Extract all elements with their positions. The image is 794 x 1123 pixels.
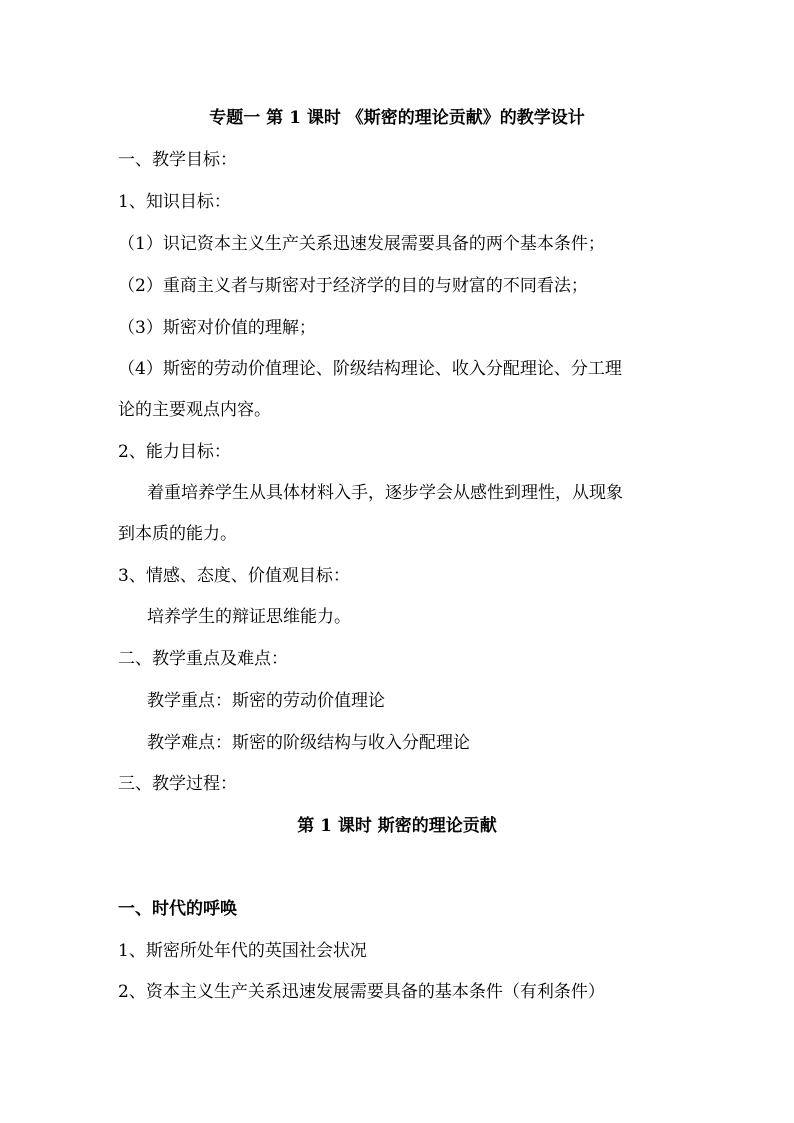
difficult-point-text: 教学难点：斯密的阶级结构与收入分配理论 bbox=[147, 733, 470, 753]
objective-item-4-continued: 论的主要观点内容。 bbox=[118, 400, 271, 420]
objective-item-2: （2）重商主义者与斯密对于经济学的目的与财富的不同看法； bbox=[118, 276, 588, 296]
key-point-text: 教学重点：斯密的劳动价值理论 bbox=[147, 691, 385, 711]
objective-item-4: （4）斯密的劳动价值理论、阶级结构理论、收入分配理论、分工理 bbox=[118, 359, 622, 379]
ability-objective-text: 着重培养学生从具体材料入手，逐步学会从感性到理性，从现象 bbox=[147, 483, 623, 503]
section-heading: 一、时代的呼唤 bbox=[118, 899, 237, 919]
document-title: 专题一 第 1 课时 《斯密的理论贡献》的教学设计 bbox=[209, 108, 585, 128]
objective-item-1: （1）识记资本主义生产关系迅速发展需要具备的两个基本条件； bbox=[118, 234, 605, 254]
heading-ability-objectives: 2、能力目标： bbox=[118, 442, 231, 462]
heading-teaching-process: 三、教学过程： bbox=[118, 774, 237, 794]
section-item-1: 1、斯密所处年代的英国社会状况 bbox=[118, 941, 367, 961]
heading-key-points: 二、教学重点及难点： bbox=[118, 649, 288, 669]
section-item-2: 2、资本主义生产关系迅速发展需要具备的基本条件（有利条件） bbox=[118, 982, 605, 1002]
heading-teaching-objectives: 一、教学目标： bbox=[118, 150, 237, 170]
heading-knowledge-objectives: 1、知识目标： bbox=[118, 192, 231, 212]
lesson-subtitle: 第 1 课时 斯密的理论贡献 bbox=[297, 816, 497, 836]
emotion-objective-text: 培养学生的辩证思维能力。 bbox=[147, 607, 351, 627]
heading-emotion-objectives: 3、情感、态度、价值观目标： bbox=[118, 566, 350, 586]
objective-item-3: （3）斯密对价值的理解； bbox=[118, 318, 316, 338]
ability-objective-text-continued: 到本质的能力。 bbox=[118, 524, 237, 544]
